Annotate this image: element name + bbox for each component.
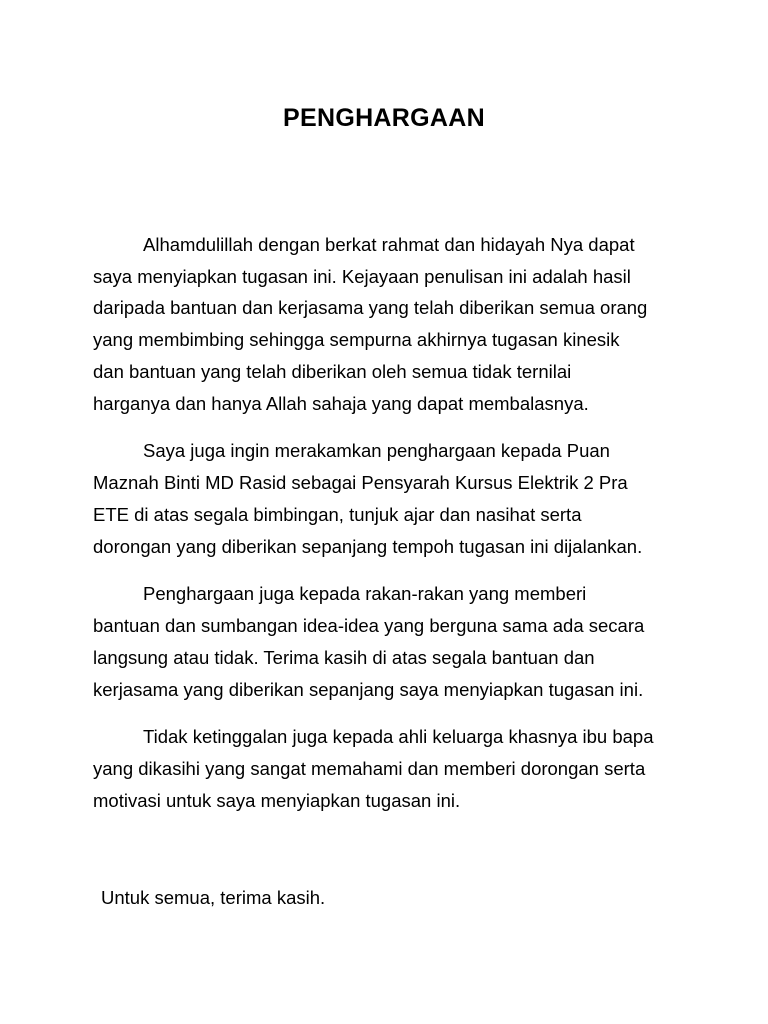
paragraph-line: kerjasama yang diberikan sepanjang saya menyiapkan tugasan ini. (93, 679, 644, 700)
paragraph-line: Tidak ketinggalan juga kepada ahli keluarga khasnya ibu bapa (143, 726, 654, 747)
closing-line: Untuk semua, terima kasih. (101, 887, 326, 908)
paragraph-line: dan bantuan yang telah diberikan oleh semua tidak ternilai (93, 361, 572, 382)
paragraph-line: yang dikasihi yang sangat memahami dan memberi dorongan serta (93, 758, 646, 779)
paragraph-line: Penghargaan juga kepada rakan-rakan yang memberi (143, 583, 587, 604)
paragraph-line: ETE di atas segala bimbingan, tunjuk ajar dan nasihat serta (93, 504, 582, 525)
paragraph-line: yang membimbing sehingga sempurna akhirnya tugasan kinesik (93, 329, 620, 350)
paragraph-line: langsung atau tidak. Terima kasih di atas segala bantuan dan (93, 647, 595, 668)
paragraph-line: Alhamdulillah dengan berkat rahmat dan hidayah Nya dapat (143, 234, 635, 255)
paragraph-line: Maznah Binti MD Rasid sebagai Pensyarah Kursus Elektrik 2 Pra (93, 472, 628, 493)
paragraph-line: harganya dan hanya Allah sahaja yang dapat membalasnya. (93, 393, 589, 414)
paragraph-line: Saya juga ingin merakamkan penghargaan kepada Puan (143, 440, 610, 461)
paragraph-line: motivasi untuk saya menyiapkan tugasan ini. (93, 790, 461, 811)
paragraph-line: daripada bantuan dan kerjasama yang telah diberikan semua orang (93, 297, 648, 318)
paragraph-line: saya menyiapkan tugasan ini. Kejayaan penulisan ini adalah hasil (93, 266, 631, 287)
page-title: PENGHARGAAN (283, 104, 485, 132)
paragraph-line: dorongan yang diberikan sepanjang tempoh tugasan ini dijalankan. (93, 536, 643, 557)
paragraph-line: bantuan dan sumbangan idea-idea yang berguna sama ada secara (93, 615, 645, 636)
